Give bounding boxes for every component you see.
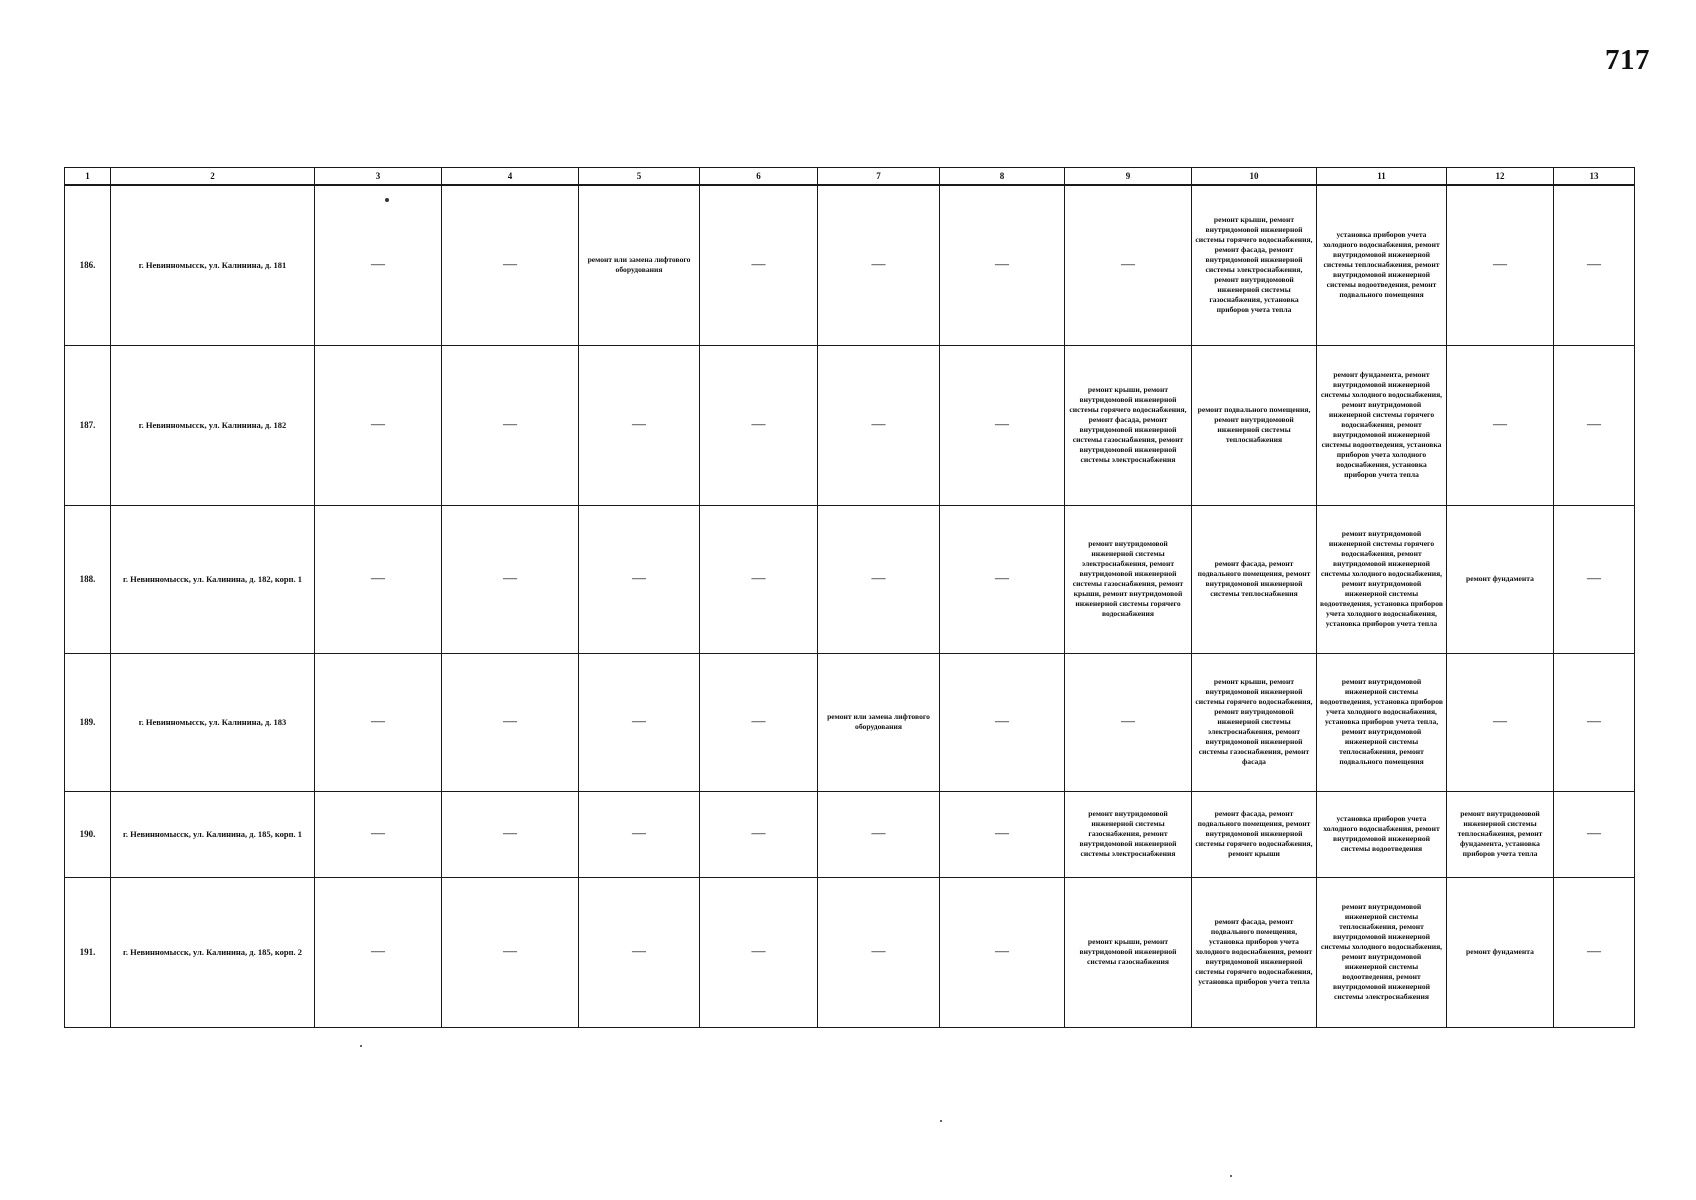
empty-dash-cell: —	[579, 653, 700, 791]
empty-dash-cell: —	[1554, 653, 1635, 791]
empty-dash-cell: —	[700, 653, 818, 791]
empty-dash-cell: —	[1447, 345, 1554, 505]
empty-dash-cell: —	[1554, 345, 1635, 505]
empty-dash-cell: —	[700, 185, 818, 345]
empty-dash-cell: —	[442, 877, 579, 1027]
empty-dash-cell: —	[818, 185, 940, 345]
row-number: 190.	[65, 791, 111, 877]
row-number: 186.	[65, 185, 111, 345]
empty-dash-cell: —	[315, 185, 442, 345]
work-description-cell: ремонт фасада, ремонт подвального помещения, установка приборов учета холодного водоснабжения, ремонт внутридомовой инженерной системы горячего водоснабжения, установка приборов учета тепла	[1192, 877, 1317, 1027]
address-cell: г. Невинномысск, ул. Калинина, д. 182	[111, 345, 315, 505]
empty-dash-cell: —	[940, 653, 1065, 791]
row-number: 189.	[65, 653, 111, 791]
empty-dash-cell: —	[579, 505, 700, 653]
column-number-header: 13	[1554, 168, 1635, 186]
empty-dash-cell: —	[315, 653, 442, 791]
empty-dash-cell: —	[579, 791, 700, 877]
empty-dash-cell: —	[940, 791, 1065, 877]
empty-dash-cell: —	[940, 345, 1065, 505]
column-number-header: 1	[65, 168, 111, 186]
table-row	[65, 653, 1635, 791]
empty-dash-cell: —	[1447, 185, 1554, 345]
table-row	[65, 185, 1635, 345]
address-cell: г. Невинномысск, ул. Калинина, д. 181	[111, 185, 315, 345]
empty-dash-cell: —	[818, 877, 940, 1027]
empty-dash-cell: —	[1554, 791, 1635, 877]
empty-dash-cell: —	[1554, 505, 1635, 653]
column-number-header: 8	[940, 168, 1065, 186]
empty-dash-cell: —	[315, 345, 442, 505]
table-row	[65, 345, 1635, 505]
empty-dash-cell: —	[442, 653, 579, 791]
table-row	[65, 505, 1635, 653]
empty-dash-cell: —	[315, 877, 442, 1027]
work-description-cell: ремонт фундамента	[1447, 505, 1554, 653]
work-description-cell: ремонт внутридомовой инженерной системы газоснабжения, ремонт внутридомовой инженерной системы электроснабжения	[1065, 791, 1192, 877]
row-number: 188.	[65, 505, 111, 653]
empty-dash-cell: —	[442, 185, 579, 345]
column-number-header: 7	[818, 168, 940, 186]
column-number-header: 11	[1317, 168, 1447, 186]
work-description-cell: ремонт внутридомовой инженерной системы теплоснабжения, ремонт фундамента, установка приборов учета тепла	[1447, 791, 1554, 877]
empty-dash-cell: —	[700, 791, 818, 877]
empty-dash-cell: —	[1065, 185, 1192, 345]
empty-dash-cell: —	[579, 877, 700, 1027]
row-number: 187.	[65, 345, 111, 505]
address-cell: г. Невинномысск, ул. Калинина, д. 185, корп. 1	[111, 791, 315, 877]
address-cell: г. Невинномысск, ул. Калинина, д. 185, корп. 2	[111, 877, 315, 1027]
empty-dash-cell: —	[818, 345, 940, 505]
empty-dash-cell: —	[1554, 185, 1635, 345]
column-number-header: 3	[315, 168, 442, 186]
empty-dash-cell: —	[442, 791, 579, 877]
empty-dash-cell: —	[700, 505, 818, 653]
empty-dash-cell: —	[1554, 877, 1635, 1027]
empty-dash-cell: —	[818, 505, 940, 653]
work-description-cell: ремонт фундамента, ремонт внутридомовой инженерной системы холодного водоснабжения, ремонт внутридомовой инженерной системы горячего водоснабжения, ремонт внутридомовой инженерной системы водоотведения, установка приборов учета холодного водоснабжения, установка приборов учета тепла	[1317, 345, 1447, 505]
address-cell: г. Невинномысск, ул. Калинина, д. 183	[111, 653, 315, 791]
column-number-row	[65, 168, 1635, 186]
column-number-header: 5	[579, 168, 700, 186]
table-row	[65, 877, 1635, 1027]
empty-dash-cell: —	[700, 877, 818, 1027]
column-number-header: 12	[1447, 168, 1554, 186]
empty-dash-cell: —	[442, 505, 579, 653]
empty-dash-cell: —	[315, 791, 442, 877]
work-description-cell: ремонт фундамента	[1447, 877, 1554, 1027]
column-number-header: 6	[700, 168, 818, 186]
column-number-header: 4	[442, 168, 579, 186]
repair-schedule-table	[64, 167, 1635, 1028]
work-description-cell: ремонт крыши, ремонт внутридомовой инженерной системы горячего водоснабжения, ремонт фасада, ремонт внутридомовой инженерной системы электроснабжения, ремонт внутридомовой инженерной системы газоснабжения, установка приборов учета тепла	[1192, 185, 1317, 345]
column-number-header: 2	[111, 168, 315, 186]
scan-speck	[360, 1045, 362, 1047]
work-description-cell: ремонт внутридомовой инженерной системы водоотведения, установка приборов учета холодного водоснабжения, установка приборов учета тепла, ремонт внутридомовой инженерной системы теплоснабжения, ремонт подвального помещения	[1317, 653, 1447, 791]
empty-dash-cell: —	[1447, 653, 1554, 791]
empty-dash-cell: —	[700, 345, 818, 505]
work-description-cell: ремонт внутридомовой инженерной системы горячего водоснабжения, ремонт внутридомовой инженерной системы холодного водоснабжения, ремонт внутридомовой инженерной системы водоотведения, установка приборов учета холодного водоснабжения, установка приборов учета тепла	[1317, 505, 1447, 653]
column-number-header: 9	[1065, 168, 1192, 186]
table-body	[65, 185, 1635, 1027]
work-description-cell: ремонт крыши, ремонт внутридомовой инженерной системы горячего водоснабжения, ремонт внутридомовой инженерной системы электроснабжения, ремонт внутридомовой инженерной системы газоснабжения, ремонт фасада	[1192, 653, 1317, 791]
empty-dash-cell: —	[940, 877, 1065, 1027]
row-number: 191.	[65, 877, 111, 1027]
work-description-cell: установка приборов учета холодного водоснабжения, ремонт внутридомовой инженерной системы водоотведения	[1317, 791, 1447, 877]
empty-dash-cell: —	[940, 505, 1065, 653]
work-description-cell: ремонт или замена лифтового оборудования	[579, 185, 700, 345]
scan-speck	[385, 198, 389, 202]
work-description-cell: ремонт внутридомовой инженерной системы теплоснабжения, ремонт внутридомовой инженерной системы холодного водоснабжения, ремонт внутридомовой инженерной системы водоотведения, ремонт внутридомовой инженерной системы электроснабжения	[1317, 877, 1447, 1027]
empty-dash-cell: —	[579, 345, 700, 505]
work-description-cell: ремонт крыши, ремонт внутридомовой инженерной системы газоснабжения	[1065, 877, 1192, 1027]
work-description-cell: ремонт или замена лифтового оборудования	[818, 653, 940, 791]
scan-speck	[1230, 1175, 1232, 1177]
table-row	[65, 791, 1635, 877]
work-description-cell: ремонт фасада, ремонт подвального помещения, ремонт внутридомовой инженерной системы теплоснабжения	[1192, 505, 1317, 653]
column-number-header: 10	[1192, 168, 1317, 186]
scan-speck	[940, 1120, 942, 1122]
address-cell: г. Невинномысск, ул. Калинина, д. 182, корп. 1	[111, 505, 315, 653]
empty-dash-cell: —	[940, 185, 1065, 345]
empty-dash-cell: —	[442, 345, 579, 505]
work-description-cell: установка приборов учета холодного водоснабжения, ремонт внутридомовой инженерной системы теплоснабжения, ремонт внутридомовой инженерной системы водоотведения, ремонт подвального помещения	[1317, 185, 1447, 345]
work-description-cell: ремонт крыши, ремонт внутридомовой инженерной системы горячего водоснабжения, ремонт фасада, ремонт внутридомовой инженерной системы газоснабжения, ремонт внутридомовой инженерной системы электроснабжения	[1065, 345, 1192, 505]
work-description-cell: ремонт подвального помещения, ремонт внутридомовой инженерной системы теплоснабжения	[1192, 345, 1317, 505]
work-description-cell: ремонт фасада, ремонт подвального помещения, ремонт внутридомовой инженерной системы горячего водоснабжения, ремонт крыши	[1192, 791, 1317, 877]
page-number: 717	[1605, 44, 1650, 76]
empty-dash-cell: —	[818, 791, 940, 877]
empty-dash-cell: —	[315, 505, 442, 653]
work-description-cell: ремонт внутридомовой инженерной системы электроснабжения, ремонт внутридомовой инженерной системы газоснабжения, ремонт крыши, ремонт внутридомовой инженерной системы горячего водоснабжения	[1065, 505, 1192, 653]
empty-dash-cell: —	[1065, 653, 1192, 791]
